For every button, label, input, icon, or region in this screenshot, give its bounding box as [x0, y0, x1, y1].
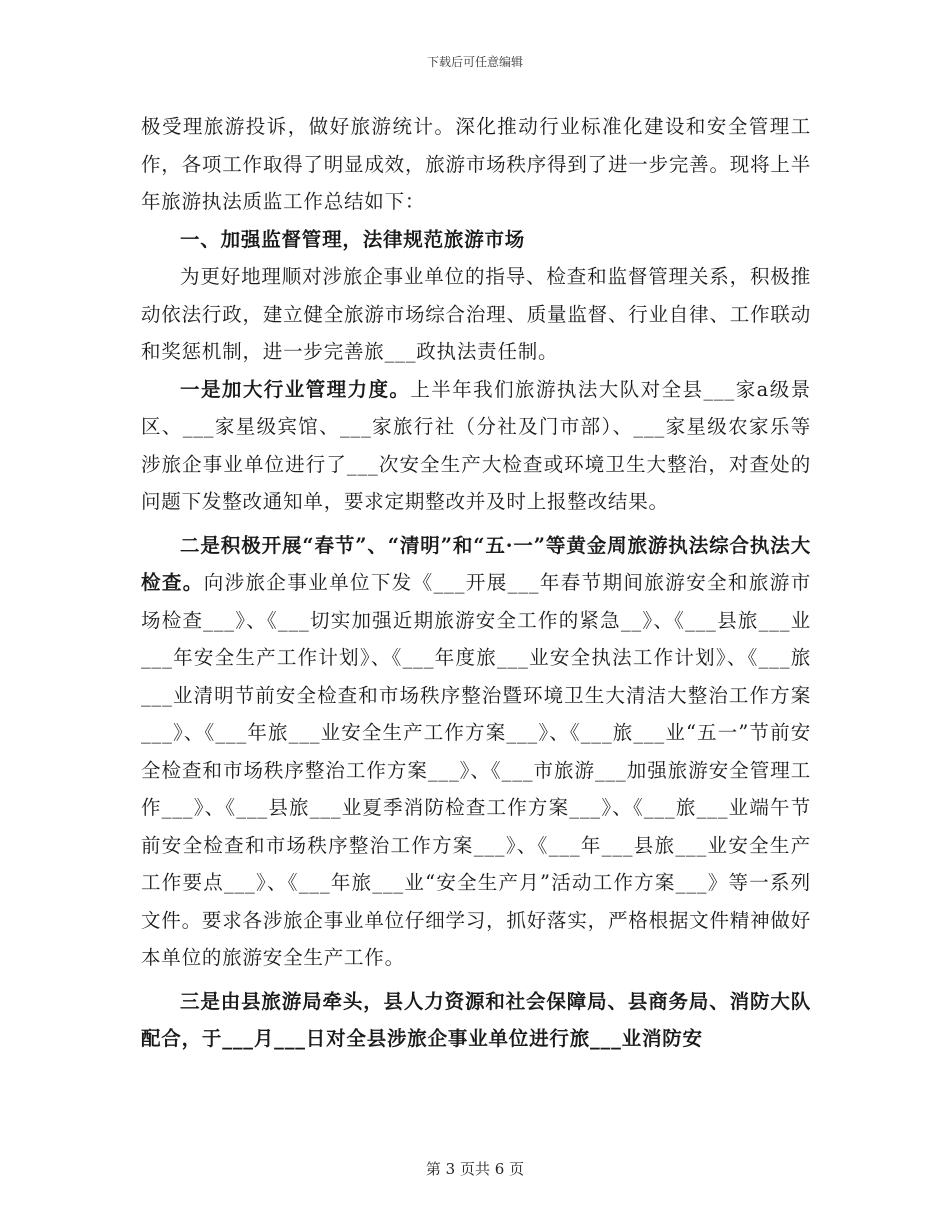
- paragraph-4: 三是由县旅游局牵头，县人力资源和社会保障局、县商务局、消防大队配合，于___月___日对全县涉旅企事业单位进行旅___业消防安: [141, 989, 811, 1050]
- document-body: [141, 108, 811, 1058]
- paragraph-3: [141, 527, 811, 977]
- paragraph-2-body: 上半年我们旅游执法大队对全县___家a级景区、___家星级宾馆、___家旅行社（分社及门市部）、___家星级农家乐等涉旅企事业单位进行了___次安全生产大检查或环境卫生大整治，对查处的问题下发整改通知单，要求定期整改并及时上报整改结果。: [141, 377, 811, 513]
- paragraph-3-lead: 二是积极开展“春节”、“清明”和“五·一”等黄金周旅游执法综合执法大检查。: [141, 533, 811, 594]
- paragraph-2: [141, 371, 811, 521]
- paragraph-3-body: 向涉旅企事业单位下发《___开展___年春节期间旅游安全和旅游市场检查___》、《___切实加强近期旅游安全工作的紧急__》、《___县旅___业___年安全生产工作计划》、《___年度旅___业安全执法工作计划》、《___旅___业清明节前安全检查和市场秩序整治暨环境卫生大清洁大整治工作方案___》、《___年旅___业安全生产工作方案___》、《___旅___业“五一”节前安全检查和市场秩序整治工作方案___》、《___市旅游___加强旅游安全管理工作___》、《___县旅___业夏季消防检查工作方案___》、《___旅___业端午节前安全检查和市场秩序整治工作方案___》、《___年___县旅___业安全生产工作要点___》、《___年旅___业“安全生产月”活动工作方案___》等一系列文件。要求各涉旅企事业单位仔细学习，抓好落实，严格根据文件精神做好本单位的旅游安全生产工作。: [141, 571, 811, 969]
- paragraph-intro: 极受理旅游投诉，做好旅游统计。深化推动行业标准化建设和安全管理工作，各项工作取得了明显成效，旅游市场秩序得到了进一步完善。现将上半年旅游执法质监工作总结如下：: [141, 115, 811, 213]
- section-heading-1: 一、加强监督管理，法律规范旅游市场: [180, 227, 526, 251]
- page-header: 下载后可任意编辑: [426, 55, 523, 69]
- page-footer: 第 3 页共 6 页: [425, 1160, 525, 1178]
- paragraph-2-lead: 一是加大行业管理力度。: [180, 377, 411, 401]
- paragraph-1: 为更好地理顺对涉旅企事业单位的指导、检查和监督管理关系，积极推动依法行政，建立健全旅游市场综合治理、质量监督、行业自律、工作联动和奖惩机制，进一步完善旅___政执法责任制。: [141, 265, 811, 363]
